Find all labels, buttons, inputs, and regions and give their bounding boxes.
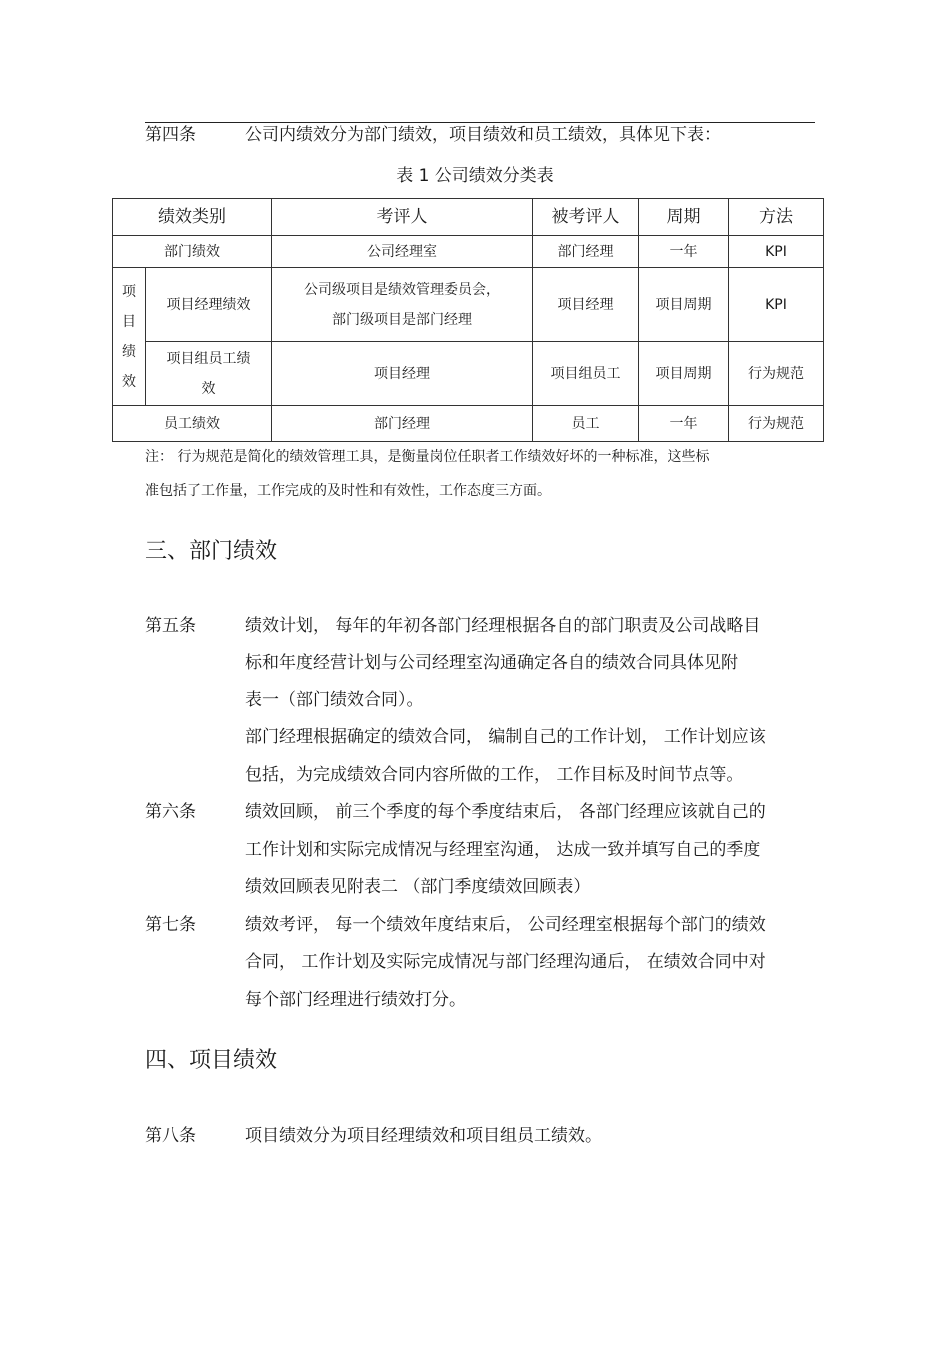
table-row [113, 406, 824, 442]
cell-evaluator: 项目经理 [272, 342, 533, 406]
article-6-line: 绩效回顾， 前三个季度的每个季度结束后， 各部门经理应该就自己的 [245, 802, 766, 822]
header-rule [145, 122, 815, 123]
cell-period: 一年 [639, 406, 729, 442]
evaluator-line: 部门级项目是部门经理 [332, 311, 472, 328]
category-line: 项目组员工绩 [166, 350, 251, 367]
section-heading-3: 三、部门绩效 [145, 539, 278, 564]
table-caption: 表 1 公司绩效分类表 [396, 166, 554, 186]
header-category: 绩效类别 [113, 199, 272, 236]
group-char: 目 [122, 313, 136, 330]
cell-method: KPI [729, 236, 824, 268]
cell-method: KPI [729, 268, 824, 342]
cell-method: 行为规范 [729, 406, 824, 442]
table-note-line-2: 准包括了工作量，工作完成的及时性和有效性，工作态度三方面。 [145, 483, 551, 499]
article-text: 公司内绩效分为部门绩效，项目绩效和员工绩效，具体见下表： [245, 125, 721, 145]
article-5-line: 标和年度经营计划与公司经理室沟通确定各自的绩效合同具体见附 [245, 653, 738, 673]
article-number: 第四条 [145, 125, 196, 145]
table-row [113, 342, 824, 406]
table-note-line-1: 注： 行为规范是简化的绩效管理工具，是衡量岗位任职者工作绩效好坏的一种标准，这些标 [145, 449, 710, 465]
cell-evaluatee: 项目经理 [533, 268, 639, 342]
evaluator-line: 公司级项目是绩效管理委员会， [304, 281, 500, 298]
cell-evaluatee: 部门经理 [533, 236, 639, 268]
table-row [113, 268, 824, 342]
article-5-line: 包括，为完成绩效合同内容所做的工作， 工作目标及时间节点等。 [245, 765, 744, 785]
section-heading-4: 四、项目绩效 [145, 1048, 278, 1073]
cell-category: 员工绩效 [113, 406, 272, 442]
article-6-line: 工作计划和实际完成情况与经理室沟通， 达成一致并填写自己的季度 [245, 840, 761, 860]
cell-evaluator: 部门经理 [272, 406, 533, 442]
cell-category [146, 342, 272, 406]
group-char: 效 [122, 373, 136, 390]
header-method: 方法 [729, 199, 824, 236]
table-row [113, 236, 824, 268]
article-number-8: 第八条 [145, 1126, 196, 1146]
header-evaluatee: 被考评人 [533, 199, 639, 236]
cell-period: 一年 [639, 236, 729, 268]
header-evaluator: 考评人 [272, 199, 533, 236]
group-char: 项 [122, 283, 136, 300]
cell-group-project-performance [113, 268, 146, 406]
article-5-line: 部门经理根据确定的绩效合同， 编制自己的工作计划， 工作计划应该 [245, 727, 766, 747]
category-line: 效 [201, 380, 216, 397]
cell-evaluator: 公司经理室 [272, 236, 533, 268]
article-7-line: 每个部门经理进行绩效打分。 [245, 990, 466, 1010]
article-number-7: 第七条 [145, 915, 196, 935]
table-header-row [113, 199, 824, 236]
cell-period: 项目周期 [639, 268, 729, 342]
cell-method: 行为规范 [729, 342, 824, 406]
cell-category: 项目经理绩效 [146, 268, 272, 342]
article-8-text: 项目绩效分为项目经理绩效和项目组员工绩效。 [245, 1126, 602, 1146]
article-5-line: 绩效计划， 每年的年初各部门经理根据各自的部门职责及公司战略目 [245, 616, 761, 636]
article-number-5: 第五条 [145, 616, 196, 636]
performance-classification-table [112, 198, 824, 442]
header-period: 周期 [639, 199, 729, 236]
cell-category: 部门绩效 [113, 236, 272, 268]
cell-evaluatee: 项目组员工 [533, 342, 639, 406]
article-6-line: 绩效回顾表见附表二 （部门季度绩效回顾表） [245, 877, 591, 897]
article-7-line: 绩效考评， 每一个绩效年度结束后， 公司经理室根据每个部门的绩效 [245, 915, 766, 935]
cell-evaluatee: 员工 [533, 406, 639, 442]
group-char: 绩 [122, 343, 136, 360]
cell-period: 项目周期 [639, 342, 729, 406]
article-7-line: 合同， 工作计划及实际完成情况与部门经理沟通后， 在绩效合同中对 [245, 952, 766, 972]
article-number-6: 第六条 [145, 802, 196, 822]
article-5-line: 表一（部门绩效合同）。 [245, 690, 424, 710]
cell-evaluator [272, 268, 533, 342]
